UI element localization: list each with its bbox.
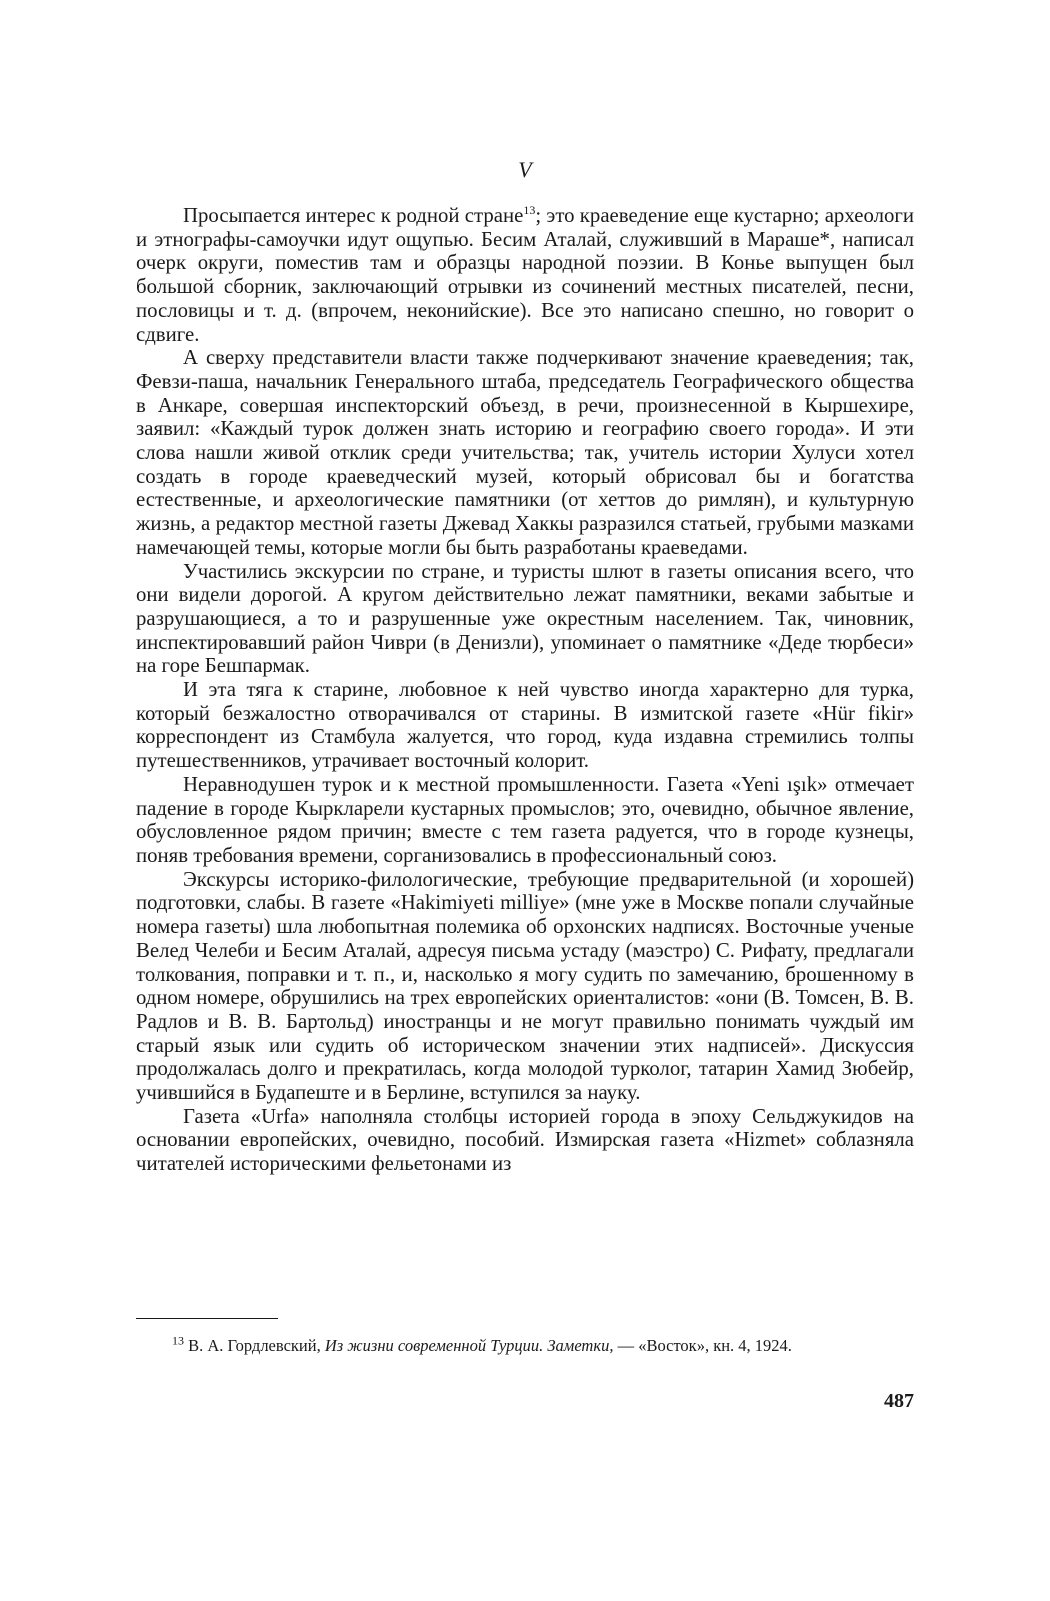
paragraph-1-text-b: ; это краеведение еще кустарно; археологи и этнографы-самоучки идут ощупью. Бесим Аталай, служивший в Мараше*, написал очерк округи, поместив там и образцы народной поэзии. В Конье выпущен был большой сборник, заключающий отрывки из сочинений местных писателей, песни, пословицы и т. д. (впрочем, неконийские). Все это написано спешно, но говорит о сдвиге. xyxy=(136,204,915,346)
paragraph-4: И эта тяга к старине, любовное к ней чувство иногда характерно для турка, который безжалостно отворачивался от старины. В измитской газете «Hür fikir» корреспондент из Стамбула жалуется, что город, куда издавна стремились толпы путешественников, утрачивает восточный колорит. xyxy=(136,678,914,773)
section-title: V xyxy=(518,157,532,182)
paragraph-6: Экскурсы историко-филологические, требующие предварительной (и хорошей) подготовки, слабы. В газете «Hakimiyeti milliye» (мне уже в Москве попали случайные номера газеты) шла любопытная полемика об орхонских надписях. Восточные ученые Велед Челеби и Бесим Аталай, адресуя письма устаду (маэстро) С. Рифату, предлагали толкования, поправки и т. п., и, насколько я могу судить по замечанию, брошенному в одном номере, обрушились на трех европейских ориенталистов: «они (В. Томсен, В. В. Радлов и В. В. Бартольд) иностранцы и не могут правильно понимать чуждый им старый язык или судить об историческом значении этих надписей». Дискуссия продолжалась долго и прекратилась, когда молодой турколог, татарин Хамид Зюбейр, учившийся в Будапеште и в Берлине, вступился за науку. xyxy=(136,867,914,1105)
paragraph-7: Газета «Urfa» наполняла столбцы историей города в эпоху Сельджукидов на основании европейских, очевидно, пособий. Измирская газета «Hizmet» соблазняла читателей историческими фельетонами из xyxy=(136,1104,914,1176)
paragraph-3: Участились экскурсии по стране, и туристы шлют в газеты описания всего, что они видели дорогой. А кругом действительно лежат памятники, веками забытые и разрушающиеся, а то и разрушенные уже окрестным населением. Так, чиновник, инспектировавший район Чиври (в Денизли), упоминает о памятнике «Деде тюрбеси» на горе Бешпармак. xyxy=(136,559,914,678)
paragraph-1 xyxy=(136,204,914,346)
footnote-source: — «Восток», кн. 4, 1924. xyxy=(617,1336,792,1355)
paragraph-2: А сверху представители власти также подчеркивают значение краеведения; так, Февзи-паша, начальник Генерального штаба, председатель Географического общества в Анкаре, совершая инспекторский объезд, в речи, произнесенной в Кыршехире, заявил: «Каждый турок должен знать историю и географию своего города». И эти слова нашли живой отклик среди учительства; так, учитель истории Хулуси хотел создать в городе краеведческий музей, который обрисовал бы и богатства естественные, и археологические памятники (от хеттов до римлян), и культурную жизнь, а редактор местной газеты Джевад Хаккы разразился статьей, грубыми мазками намечающей темы, которые могли бы быть разработаны краеведами. xyxy=(136,346,914,559)
footnote-rule xyxy=(136,1318,278,1319)
footnote-ref-13: 13 xyxy=(523,203,536,218)
footnote-number: 13 xyxy=(172,1333,184,1348)
footnote xyxy=(136,1333,914,1358)
paragraph-1-text-a: Просыпается интерес к родной стране xyxy=(183,204,524,227)
footnote-title: Из жизни современной Турции. Заметки, xyxy=(324,1336,614,1355)
body-text xyxy=(136,204,914,1176)
page-number: 487 xyxy=(884,1390,914,1412)
paragraph-5: Неравнодушен турок и к местной промышленности. Газета «Yeni ışık» отмечает падение в городе Кыркларели кустарных промыслов; это, очевидно, обычное явление, обусловленное рядом причин; вместе с тем газета радуется, что в городе кузнецы, поняв требования времени, сорганизовались в профессиональный союз. xyxy=(136,772,914,867)
footnote-author: В. А. Гордлевский, xyxy=(188,1336,321,1355)
footnote-13 xyxy=(136,1333,914,1358)
